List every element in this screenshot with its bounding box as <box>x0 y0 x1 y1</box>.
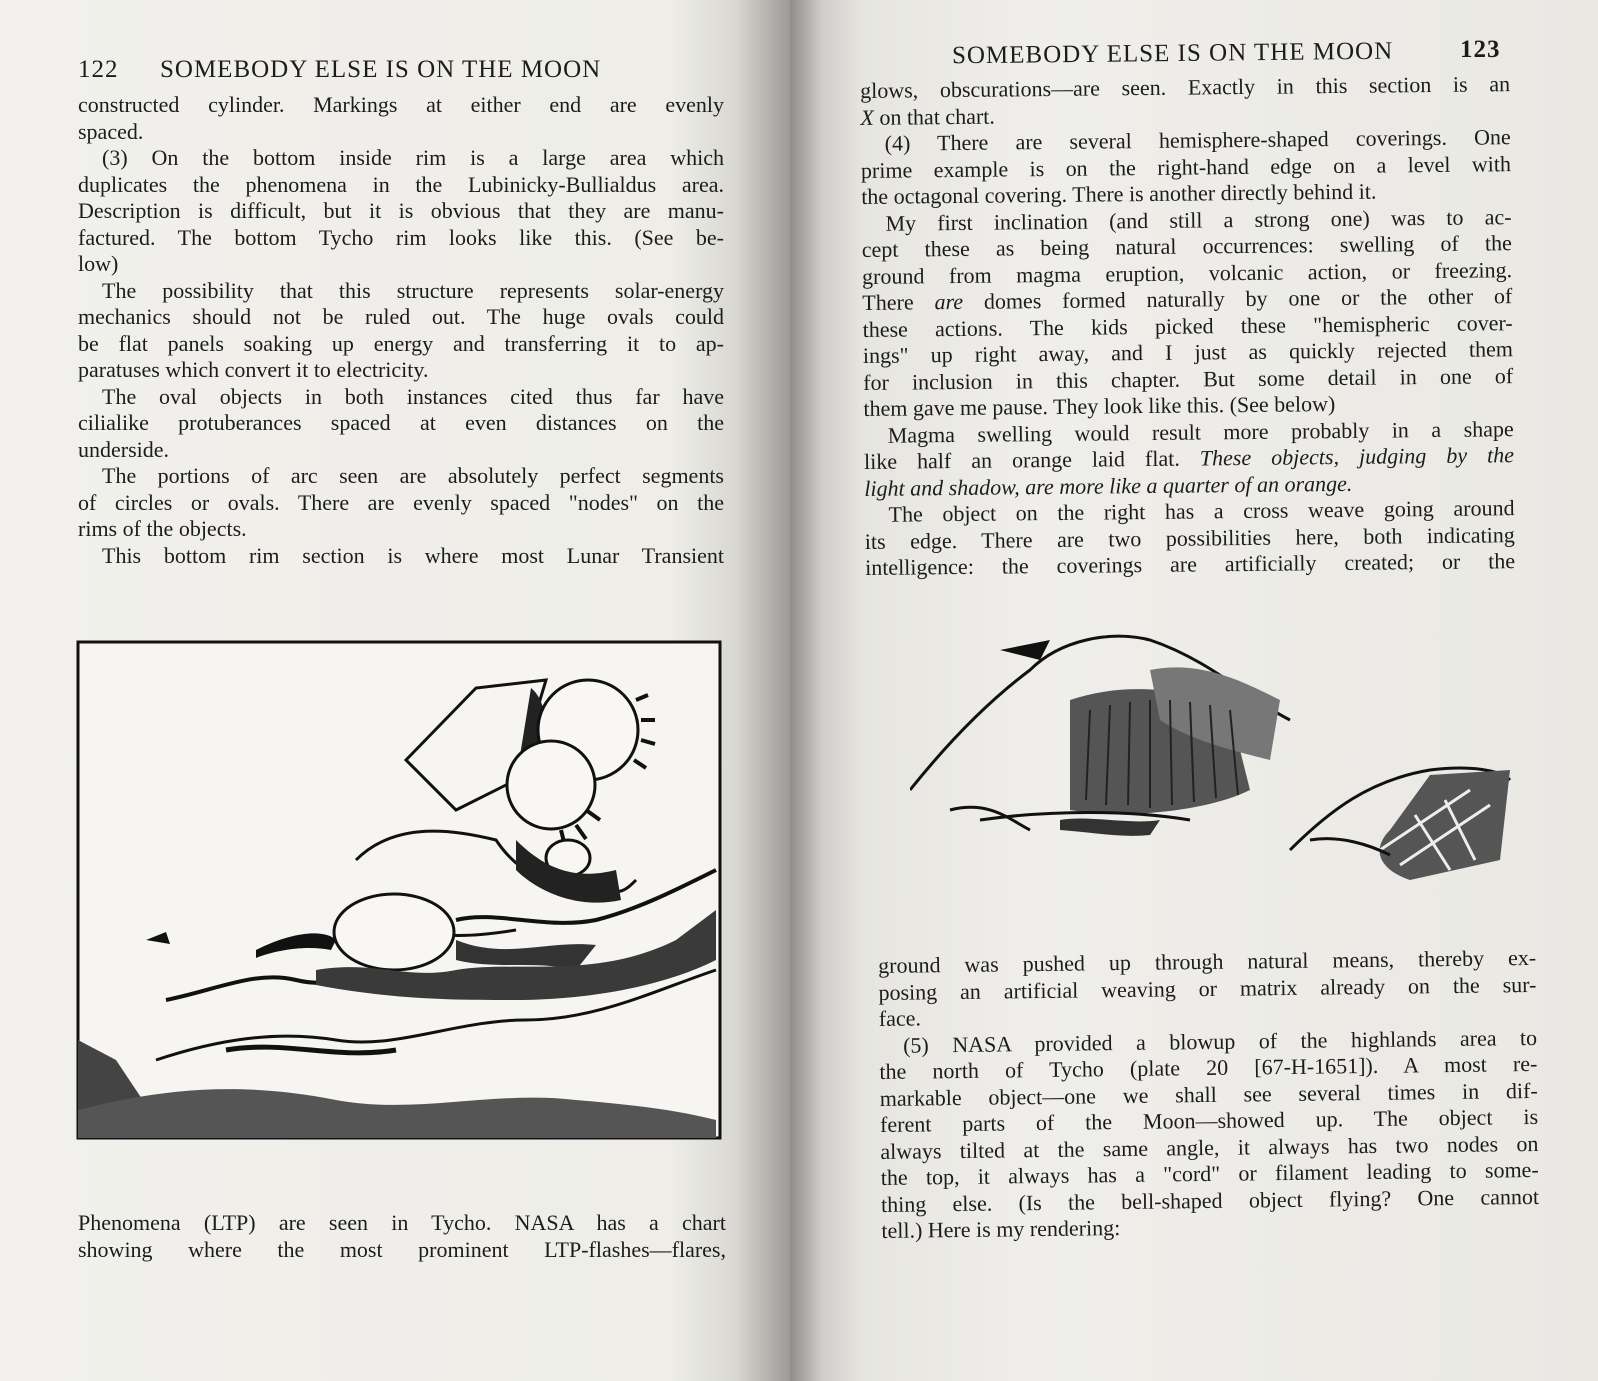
text-line: the north of Tycho (plate 20 [67-H-1651]). A most re- <box>879 1050 1538 1084</box>
hemisphere-coverings-illustration <box>910 610 1530 910</box>
text-line: ferent parts of the Moon—showed up. The object is <box>879 1103 1539 1137</box>
text-line: cept these as being natural occurrences: swelling of the <box>861 230 1512 262</box>
text-line: mechanics should not be ruled out. The huge ovals could <box>78 304 724 329</box>
text-line: spaced. <box>78 118 144 144</box>
italic-text: light and shadow, are more like a quarter of an orange. <box>864 470 1353 501</box>
text-run: domes formed naturally by one or the other of <box>962 283 1513 314</box>
left-page <box>0 0 790 1381</box>
text-line: My first inclination (and still a strong one) was to ac- <box>885 203 1512 236</box>
text-line: the octagonal covering. There is another directly behind it. <box>861 178 1377 209</box>
text-line: always tilted at the same angle, it always has two nodes on <box>880 1130 1539 1164</box>
running-head-right: SOMEBODY ELSE IS ON THE MOON <box>951 37 1394 70</box>
left-bottom-text <box>78 1210 726 1263</box>
text-line: them gave me pause. They look like this. (See below) <box>863 391 1336 421</box>
text-line: constructed cylinder. Markings at either end are evenly <box>78 92 724 117</box>
italic-text: These objects, judging by the <box>1199 442 1515 471</box>
text-line: (5) NASA provided a blowup of the highlands area to <box>902 1024 1538 1058</box>
text-line: posing an artificial weaving or matrix already on the sur- <box>878 971 1537 1005</box>
text-line: The possibility that this structure represents solar-energy <box>102 277 724 303</box>
text-line: the top, it always has a "cord" or filament leading to some- <box>880 1156 1539 1190</box>
left-body-text <box>78 92 724 569</box>
text-line: rims of the objects. <box>78 516 247 541</box>
text-line: This bottom rim section is where most Lunar Transient <box>102 542 724 568</box>
text-line: tell.) Here is my rendering: <box>881 1215 1121 1243</box>
text-line: ground was pushed up through natural means, thereby ex- <box>878 944 1537 978</box>
text-line: of circles or ovals. There are evenly spaced "nodes" on the <box>78 489 724 515</box>
text-line: duplicates the phenomena in the Lubinicky-Bullialdus area. <box>78 171 724 197</box>
text-line: The oval objects in both instances cited thus far have <box>102 383 724 409</box>
text-line: face. <box>878 1005 922 1031</box>
text-line: low) <box>78 251 119 276</box>
text-line: intelligence: the coverings are artificially created; or the <box>864 548 1516 580</box>
text-line: (3) On the bottom inside rim is a large area which <box>102 145 724 170</box>
text-line: showing where the most prominent LTP-flashes—flares, <box>78 1236 726 1262</box>
text-line: (4) There are several hemisphere-shaped coverings. One <box>884 124 1511 156</box>
text-line: for inclusion in this chapter. But some detail in one of <box>863 362 1514 395</box>
text-line: factured. The bottom Tycho rim looks like this. (See be- <box>78 224 724 250</box>
text-line: The object on the right has a cross weave going around <box>888 495 1515 527</box>
text-line: these actions. The kids picked these "hemispheric cover- <box>862 309 1513 342</box>
text-line: thing else. (Is the bell-shaped object flying? One cannot <box>880 1183 1540 1217</box>
text-run: There <box>862 289 935 315</box>
text-line: be flat panels soaking up energy and transferring it to ap- <box>78 330 724 356</box>
text-line: Phenomena (LTP) are seen in Tycho. NASA has a chart <box>78 1210 726 1235</box>
text-line: The portions of arc seen are absolutely perfect segments <box>102 463 724 488</box>
running-head-left: SOMEBODY ELSE IS ON THE MOON <box>160 56 602 83</box>
right-body-text <box>860 71 1515 581</box>
text-line: its edge. There are two possibilities here, both indicating <box>864 521 1515 554</box>
text-line: glows, obscurations—are seen. Exactly in this section is an <box>860 71 1511 103</box>
page-number-right: 123 <box>1460 36 1501 63</box>
text-line: markable object—one we shall see several times in dif- <box>879 1077 1538 1111</box>
page-number-left: 122 <box>78 56 119 83</box>
text-run: on that chart. <box>873 103 995 130</box>
text-run: like half an orange laid flat. <box>863 445 1200 474</box>
text-line: paratuses which convert it to electricity. <box>78 357 429 382</box>
text-line: ings" up right away, and I just as quickly rejected them <box>862 336 1514 368</box>
text-line: Magma swelling would result more probably in a shape <box>887 415 1514 448</box>
right-page <box>790 0 1598 1381</box>
text-line: ground from magma eruption, volcanic action, or freezing. <box>861 256 1513 289</box>
right-lower-text <box>878 945 1540 1245</box>
text-line: underside. <box>78 436 170 462</box>
text-line: Description is difficult, but it is obvious that they are manu- <box>78 198 724 223</box>
text-line: cilialike protuberances spaced at even distances on the <box>78 410 724 435</box>
text-line: prime example is on the right-hand edge on a level with <box>860 150 1512 183</box>
tycho-rim-illustration <box>76 640 724 1140</box>
italic-text: X <box>860 104 874 130</box>
italic-text: are <box>934 288 964 315</box>
